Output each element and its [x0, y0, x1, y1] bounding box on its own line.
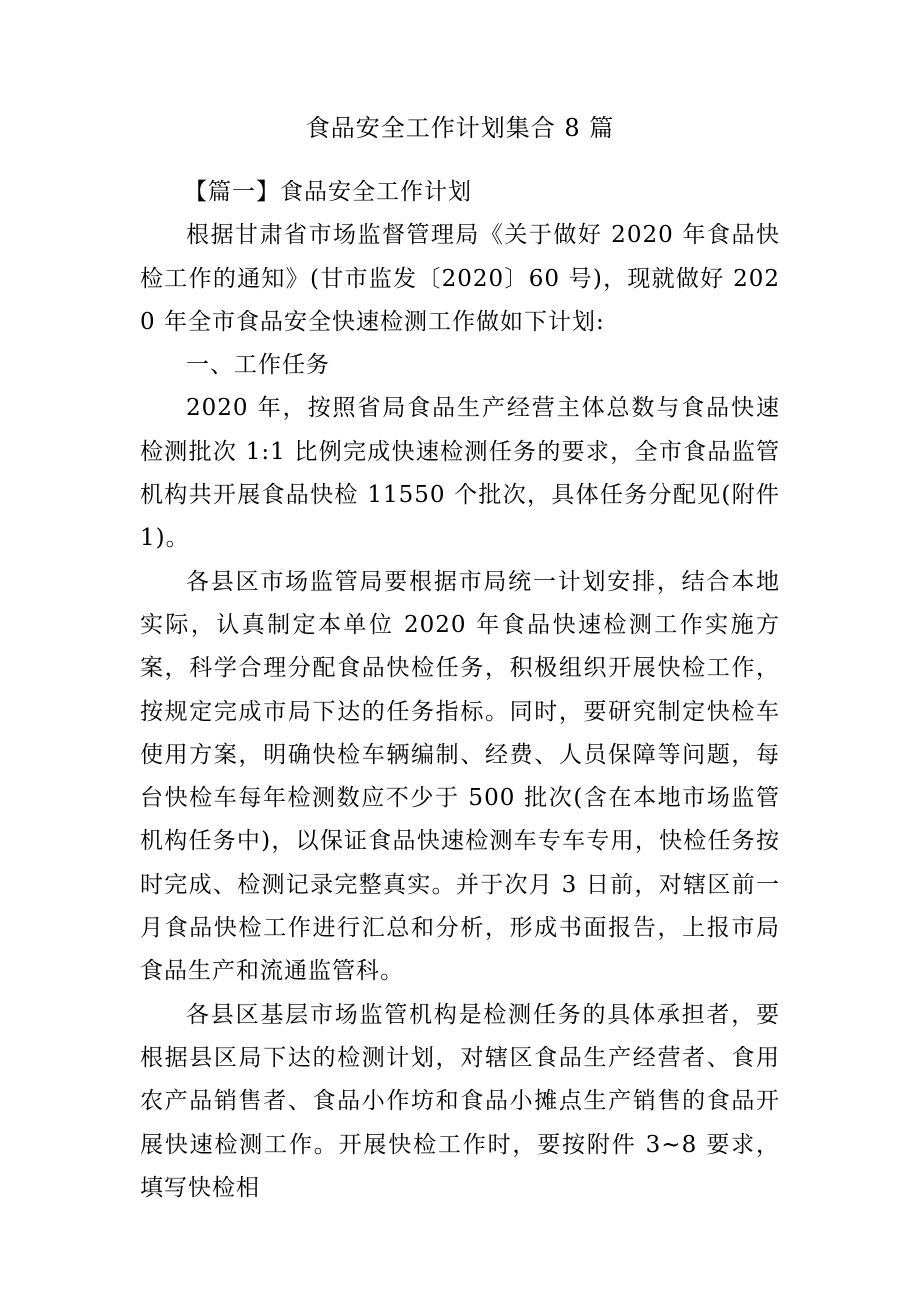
paragraph-county-bureaus: 各县区市场监管局要根据市局统一计划安排，结合本地实际，认真制定本单位 2020 年食品快速检测工作实施方案，科学合理分配食品快检任务，积极组织开展快检工作，按规定完成市局下达的任务指标。同时，要研究制定快检车使用方案，明确快检车辆编制、经费、人员保障等问题，每台快检车每年检测数应不少于 500 批次(含在本地市场监管机构任务中)，以保证食品快速检测车专车专用，快检任务按时完成、检测记录完整真实。并于次月 3 日前，对辖区前一月食品快检工作进行汇总和分析，形成书面报告，上报市局食品生产和流通监管科。	[140, 568, 780, 985]
paragraph-grassroots-agencies: 各县区基层市场监管机构是检测任务的具体承担者，要根据县区局下达的检测计划，对辖区食品生产经营者、食用农产品销售者、食品小作坊和食品小摊点生产销售的食品开展快速检测工作。开展快检工作时，要按附件 3~8 要求，填写快检相	[140, 1001, 780, 1201]
section-heading: 【篇一】食品安全工作计划	[184, 179, 472, 205]
paragraph-intro: 根据甘肃省市场监督管理局《关于做好 2020 年食品快检工作的通知》(甘市监发〔2020〕60 号)，现就做好 2020 年全市食品安全快速检测工作做如下计划:	[140, 222, 780, 335]
document-title: 食品安全工作计划集合 8 篇	[305, 114, 615, 142]
paragraph-task-quota: 2020 年，按照省局食品生产经营主体总数与食品快速检测批次 1:1 比例完成快速检测任务的要求，全市食品监管机构共开展食品快检 11550 个批次，具体任务分配见(附件 1)。	[140, 395, 780, 552]
paragraph-heading-tasks: 一、工作任务	[186, 352, 330, 379]
document-body	[140, 171, 780, 1210]
